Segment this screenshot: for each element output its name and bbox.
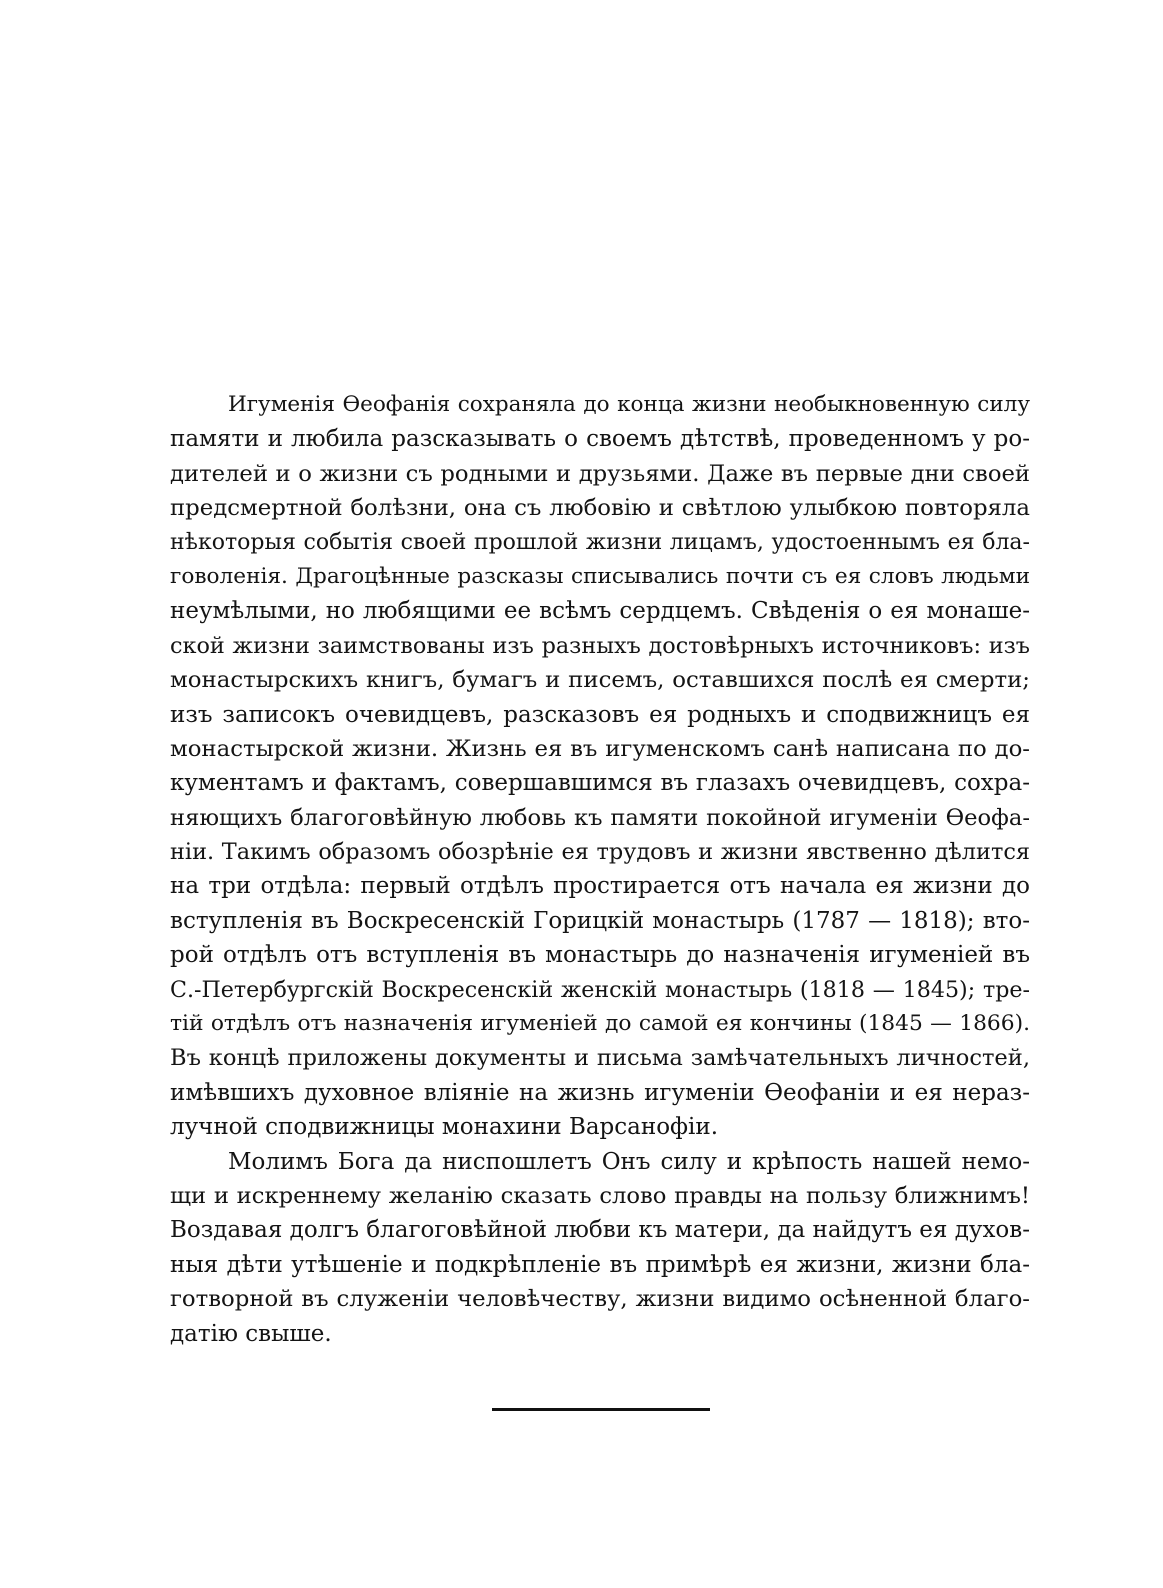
paragraph-1-line: имѣвшихъ духовное вліяніе на жизнь игуменіи Ѳеофаніи и ея нераз- [170,1079,1030,1106]
paragraph-1-line: предсмертной болѣзни, она съ любовію и свѣтлою улыбкою повторяла [170,495,1030,522]
paragraph-1-line: изъ записокъ очевидцевъ, разсказовъ ея родныхъ и сподвижницъ ея [170,701,1030,728]
paragraph-1-line: С.-Петербургскій Воскресенскій женскій монастырь (1818 — 1845); тре- [170,976,1030,1003]
paragraph-1-line: говоленія. Драгоцѣнные разсказы списывались почти съ ея словъ людьми [170,563,1030,589]
paragraph-1-line: монастырской жизни. Жизнь ея въ игуменскомъ санѣ написана по до- [170,735,1030,762]
paragraph-1-line: няющихъ благоговѣйную любовь къ памяти покойной игуменіи Ѳеофа- [170,804,1030,831]
paragraph-2-line: ныя дѣти утѣшеніе и подкрѣпленіе въ примѣрѣ ея жизни, жизни бла- [170,1251,1030,1278]
paragraph-1-line: неумѣлыми, но любящими ее всѣмъ сердцемъ. Свѣденія о ея монаше- [170,598,1030,625]
paragraph-1-line: ской жизни заимствованы изъ разныхъ достовѣрныхъ источниковъ: изъ [170,632,1030,659]
paragraph-1-line: тій отдѣлъ отъ назначенія игуменіей до самой ея кончины (1845 — 1866). [170,1011,1030,1037]
paragraph-1-line: ніи. Такимъ образомъ обозрѣніе ея трудовъ и жизни явственно дѣлится [170,839,1030,866]
paragraph-2-line: готворной въ служеніи человѣчеству, жизни видимо осѣненной благо- [170,1286,1030,1313]
section-end-rule [492,1408,710,1411]
paragraph-1-line: рой отдѣлъ отъ вступленія въ монастырь до назначенія игуменіей въ [170,942,1030,969]
paragraph-1-line: памяти и любила разсказывать о своемъ дѣтствѣ, проведенномъ у ро- [170,426,1030,453]
preface-text [170,388,1030,1351]
paragraph-2-line: Молимъ Бога да ниспошлетъ Онъ силу и крѣпость нашей немо- [228,1148,1030,1175]
paragraph-1-line: нѣкоторыя событія своей прошлой жизни лицамъ, удостоеннымъ ея бла- [170,529,1030,555]
paragraph-1-line: монастырскихъ книгъ, бумагъ и писемъ, оставшихся послѣ ея смерти; [170,667,1030,694]
paragraph-1-line: вступленія въ Воскресенскій Горицкій монастырь (1787 — 1818); вто- [170,907,1030,934]
paragraph-1-line: Игуменія Ѳеофанія сохраняла до конца жизни необыкновенную силу [228,392,1030,417]
paragraph-2-line: Воздавая долгъ благоговѣйной любви къ матери, да найдутъ ея духов- [170,1217,1030,1244]
paragraph-1-line: кументамъ и фактамъ, совершавшимся въ глазахъ очевидцевъ, сохра- [170,770,1030,797]
paragraph-1-line: дителей и о жизни съ родными и друзьями. Даже въ первые дни своей [170,460,1030,487]
paragraph-1-line: лучной сподвижницы монахини Варсанофіи. [170,1114,719,1141]
paragraph-1-line: на три отдѣла: первый отдѣлъ простирается отъ начала ея жизни до [170,873,1030,900]
paragraph-1-line: Въ концѣ приложены документы и письма замѣчательныхъ личностей, [170,1045,1030,1072]
paragraph-2-line: датію свыше. [170,1320,332,1347]
paragraph-2-line: щи и искреннему желанію сказать слово правды на пользу ближнимъ! [170,1182,1030,1209]
